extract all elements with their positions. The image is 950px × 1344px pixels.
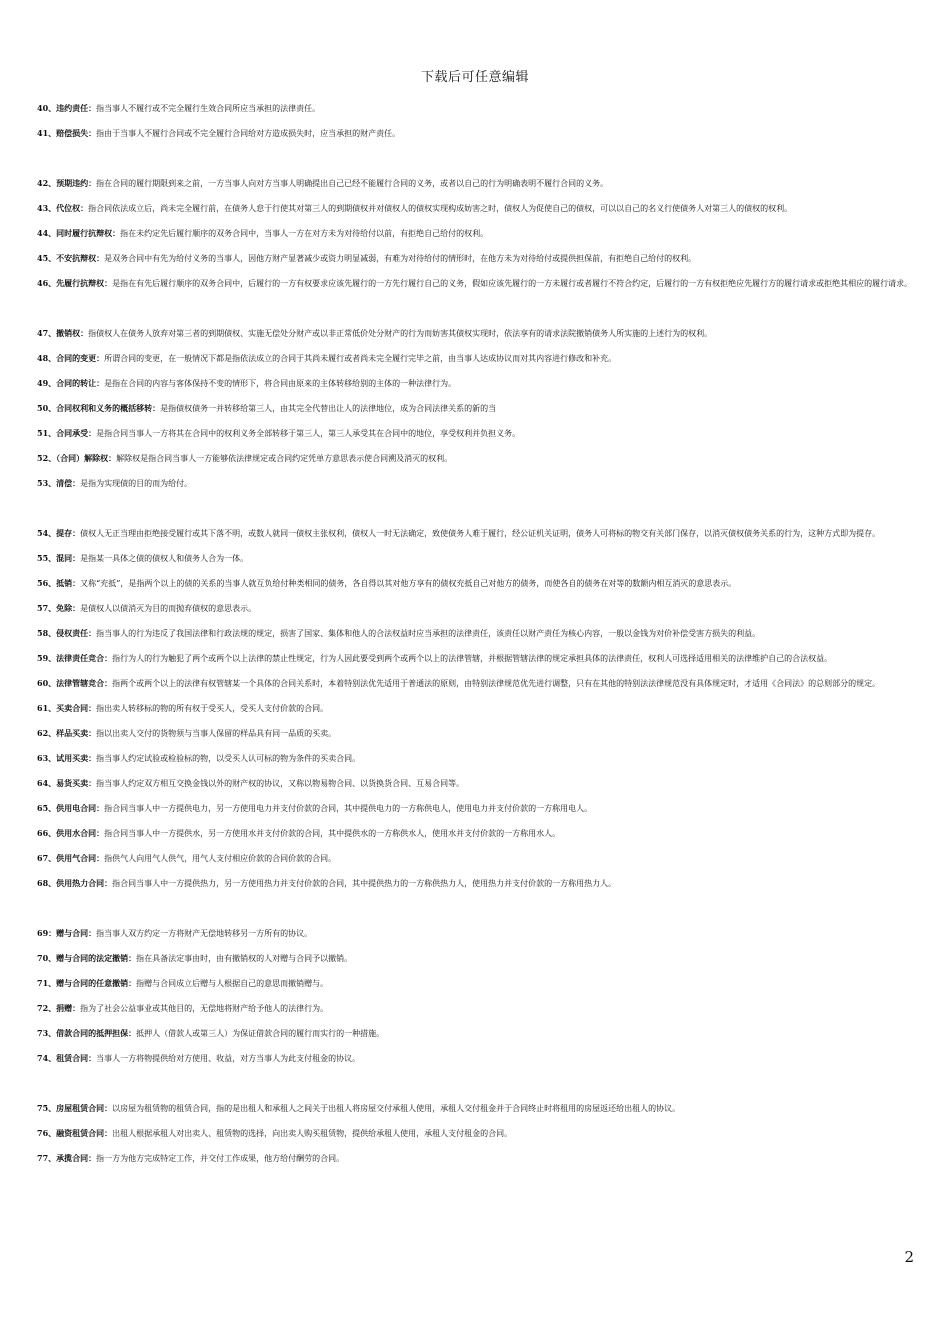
definition-term: 57、免除： [37,603,81,613]
page-header: 下载后可任意编辑 [420,70,529,85]
definition-term: 61、买卖合同： [37,703,97,713]
definition-entry [37,421,915,446]
definition-text: 指合同当事人中一方提供热力，另一方使用热力并支付价款的合同，其中提供热力的一方称供热力人，使用热力并支付价款的一方称用热力人。 [112,879,617,888]
definition-term: 49、合同的转让： [37,378,105,388]
definition-entry [37,1121,915,1146]
definition-term: 58、侵权责任： [37,628,97,638]
definition-entry [37,221,915,246]
definition-text: 是指债权债务一并转移给第三人，由其完全代替出让人的法律地位，成为合同法律关系的新的当 [160,404,497,413]
definition-term: 74、租赁合同： [37,1053,97,1063]
definition-text: 指一方为他方完成特定工作，并交付工作成果，他方给付酬劳的合同。 [96,1154,345,1163]
definition-text: 是指在有先后履行顺序的双务合同中，后履行的一方有权要求应该先履行的一方先行履行自己的义务，假如应该先履行的一方未履行或者履行不符合约定，后履行的一方有权拒绝应先履行方的履行请求或拒绝其相应的履行请求。 [112,279,913,288]
definition-term: 66、供用水合同： [37,828,105,838]
definition-entry [37,971,915,996]
definition-text: 指合同依法成立后，尚未完全履行前，在债务人怠于行使其对第三人的到期债权并对债权人的债权实现构成妨害之时，债权人为促使自己的债权，可以以自己的名义行使债务人对第三人的债权的权利。 [88,204,793,213]
definition-term: 62、样品买卖： [37,728,97,738]
definition-text: 指供气人向用气人供气，用气人支付相应价款的合同价款的合同。 [104,854,337,863]
definition-text: 解除权是指合同当事人一方能够依法律规定或合同约定凭单方意思表示使合同溯及消灭的权利。 [116,454,453,463]
definition-text: 是指在合同的内容与客体保持不变的情形下，将合同由原来的主体转移给别的主体的一种法律行为。 [104,379,457,388]
definition-term: 76、融资租赁合同： [37,1128,113,1138]
definition-entry [37,1096,915,1121]
definition-text: 是双务合同中有先为给付义务的当事人，因他方财产显著减少或资力明显减弱，有难为对待给付的情形时，在他方未为对待给付或提供担保前，有拒绝自己给付的权利。 [104,254,697,263]
definition-term: 51、合同承受： [37,428,97,438]
definition-term: 70、赠与合同的法定撤销： [37,953,137,963]
definition-entry [37,846,915,871]
definition-entry [37,371,915,396]
definition-term: 56、抵销： [37,578,81,588]
definition-entry [37,946,915,971]
definition-entry [37,996,915,1021]
definition-text: 指当事人约定试验或检验标的物，以受买人认可标的物为条件的买卖合同。 [96,754,361,763]
definition-entry [37,746,915,771]
definition-entry [37,396,915,421]
definition-term: 47、撤销权： [37,328,89,338]
definition-text: 又称“充抵”，是指两个以上的债的关系的当事人就互负给付种类相同的债务，各自得以其对他方享有的债权充抵自己对他方的债务，而使各自的债务在对等的数额内相互消灭的意思表示。 [80,579,737,588]
definition-entry [37,321,915,346]
definition-text: 指在具备法定事由时，由有撤销权的人对赠与合同予以撤销。 [136,954,353,963]
definition-text: 指为了社会公益事业或其他目的，无偿地将财产给予他人的法律行为。 [80,1004,329,1013]
definition-term: 60、法律管辖竞合： [37,678,113,688]
definition-entry [37,796,915,821]
definition-entry [37,96,915,121]
definition-term: 64、易货买卖： [37,778,97,788]
definition-text: 指合同当事人中一方提供电力，另一方使用电力并支付价款的合同，其中提供电力的一方称供电人，使用电力并支付价款的一方称用电人。 [104,804,593,813]
definition-entry [37,871,915,896]
definition-entry [37,271,915,296]
definition-text: 指行为人的行为触犯了两个或两个以上法律的禁止性规定，行为人因此要受到两个或两个以上的法律管辖，并根据管辖法律的规定承担具体的法律责任，权利人可选择适用相关的法律维护自己的合法权益。 [112,654,833,663]
definition-term: 43、代位权： [37,203,89,213]
definition-term: 40、违约责任： [37,103,97,113]
definition-term: 42、预期违约： [37,178,97,188]
definition-term: 63、试用买卖： [37,753,97,763]
definition-text: 指由于当事人不履行合同或不完全履行合同给对方造成损失时，应当承担的财产责任。 [96,129,401,138]
definition-entry [37,621,915,646]
definition-entry [37,696,915,721]
definition-entry [37,121,915,146]
definition-term: 44、同时履行抗辩权： [37,228,121,238]
definition-text: 指当事人双方约定一方将财产无偿地转移另一方所有的协议。 [96,929,313,938]
definition-entry [37,771,915,796]
definition-entry [37,246,915,271]
definition-text: 指债权人在债务人放弃对第三者的到期债权、实施无偿处分财产或以非正常低价处分财产的行为而妨害其债权实现时，依法享有的请求法院撤销债务人所实施的上述行为的权利。 [88,329,713,338]
definition-term: 65、供用电合同： [37,803,105,813]
definition-text: 指当事人的行为违反了我国法律和行政法规的规定，损害了国家、集体和他人的合法权益时应当承担的法律责任，该责任以财产责任为核心内容，一般以金钱为对价补偿受害方损失的利益。 [96,629,761,638]
definition-entry [37,821,915,846]
definition-entry [37,521,915,546]
definition-term: 69：赠与合同： [37,928,97,938]
definition-entry [37,446,915,471]
definition-term: 41、赔偿损失： [37,128,97,138]
definition-entry [37,596,915,621]
definition-term: 59、法律责任竞合： [37,653,113,663]
definition-term: 48、合同的变更： [37,353,105,363]
definition-text: 以房屋为租赁物的租赁合同，指的是出租人和承租人之间关于出租人将房屋交付承租人使用，承租人交付租金并于合同终止时将租用的房屋返还给出租人的协议。 [112,1104,681,1113]
definition-term: 71、赠与合同的任意撤销： [37,978,137,988]
definition-term: 45、不安抗辩权： [37,253,105,263]
definition-text: 是指为实现债的目的而为给付。 [80,479,193,488]
definition-term: 77、承揽合同： [37,1153,97,1163]
definition-term: 72、捐赠： [37,1003,81,1013]
definition-text: 指当事人约定双方相互交换金钱以外的财产权的协议，又称以物易物合同、以货换货合同、互易合同等。 [96,779,465,788]
definition-term: 75、房屋租赁合同： [37,1103,113,1113]
definition-entry [37,1046,915,1071]
definition-entry [37,646,915,671]
definition-text: 出租人根据承租人对出卖人、租赁物的选择，向出卖人购买租赁物，提供给承租人使用，承租人支付租金的合同。 [112,1129,513,1138]
definition-text: 当事人一方将物提供给对方使用、收益，对方当事人为此支付租金的协议。 [96,1054,361,1063]
definition-term: 73、借款合同的抵押担保： [37,1028,137,1038]
definition-text: 指在合同的履行期限到来之前，一方当事人向对方当事人明确提出自己已经不能履行合同的义务，或者以自己的行为明确表明不履行合同的义务。 [96,179,609,188]
definition-text: 是指某一具体之债的债权人和债务人合为一体。 [80,554,249,563]
definition-entry [37,721,915,746]
definition-term: 46、先履行抗辩权： [37,278,113,288]
definition-text: 所谓合同的变更，在一般情况下都是指依法成立的合同于其尚未履行或者尚未完全履行完毕之前，由当事人达成协议而对其内容进行修改和补充。 [104,354,617,363]
definition-term: 55、混同： [37,553,81,563]
definition-text: 指当事人不履行或不完全履行生效合同所应当承担的法律责任。 [96,104,321,113]
definition-text: 是指合同当事人一方将其在合同中的权利义务全部转移于第三人，第三人承受其在合同中的地位，享受权利并负担义务。 [96,429,521,438]
definition-entry [37,471,915,496]
definition-term: 54、提存： [37,528,81,538]
definition-entry [37,921,915,946]
definition-text: 指在未约定先后履行顺序的双务合同中，当事人一方在对方未为对待给付以前，有拒绝自己给付的权利。 [120,229,489,238]
definition-text: 指出卖人转移标的物的所有权于受买人，受买人支付价款的合同。 [96,704,329,713]
definition-term: 67、供用气合同： [37,853,105,863]
definition-entry [37,546,915,571]
definition-entry [37,671,915,696]
definition-term: 50、合同权利和义务的概括移转： [37,403,161,413]
definition-entry [37,571,915,596]
definitions-list [37,96,915,1171]
definition-term: 53、清偿： [37,478,81,488]
definition-entry [37,196,915,221]
definition-entry [37,171,915,196]
definition-text: 指两个或两个以上的法律有权管辖某一个具体的合同关系时，本着特别法优先适用于普通法的原则，由特别法律规范优先进行调整，只有在其他的特别法法律规范没有具体规定时，才适用《合同法》的总则部分的规定。 [112,679,881,688]
definition-text: 债权人无正当理由拒绝接受履行或其下落不明，或数人就同一债权主张权利，债权人一时无法确定，致使债务人难于履行，经公证机关证明，债务人可将标的物交有关部门保存，以消灭债权债务关系的行为，这种方式即为提存。 [80,529,881,538]
definition-entry [37,1146,915,1171]
definition-text: 指合同当事人中一方提供水，另一方使用水并支付价款的合同，其中提供水的一方称供水人，使用水并支付价款的一方称用水人。 [104,829,561,838]
page-number: 2 [904,1248,914,1266]
definition-text: 指赠与合同成立后赠与人根据自己的意思而撤销赠与。 [136,979,329,988]
definition-term: 52、（合同）解除权： [37,453,117,463]
definition-text: 抵押人（借款人或第三人）为保证借款合同的履行而实行的一种措施。 [136,1029,385,1038]
definition-entry [37,346,915,371]
definition-text: 是债权人以债消灭为目的而抛弃债权的意思表示。 [80,604,257,613]
definition-term: 68、供用热力合同： [37,878,113,888]
definition-text: 指以出卖人交付的货物须与当事人保留的样品具有同一品质的买卖。 [96,729,337,738]
definition-entry [37,1021,915,1046]
